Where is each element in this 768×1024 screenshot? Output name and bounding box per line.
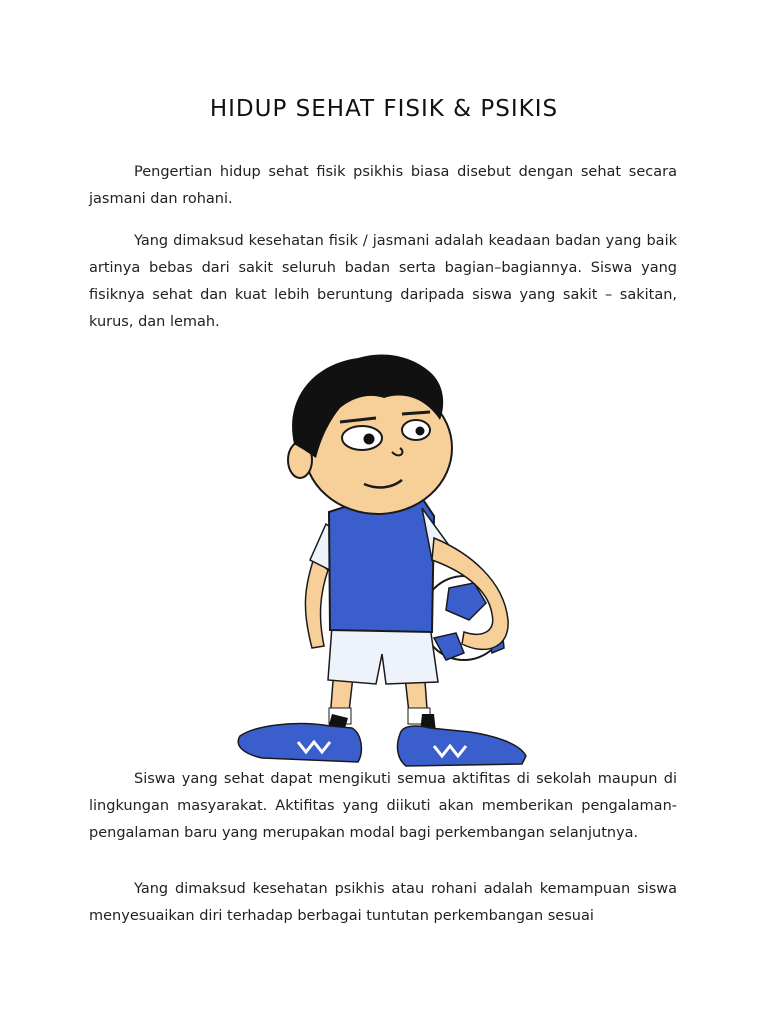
shorts (328, 626, 438, 684)
eye-left (342, 426, 382, 450)
paragraph-4: Yang dimaksud kesehatan psikhis atau rohani adalah kemampuan siswa menyesuaikan diri terhadap berbagai tuntutan perkembangan sesuai (89, 881, 677, 924)
left-arm (305, 558, 328, 648)
jersey (329, 498, 434, 632)
soccer-boy-illustration (234, 348, 534, 772)
paragraph-3: Siswa yang sehat dapat mengikuti semua aktifitas di sekolah maupun di lingkungan masyarakat. Aktifitas yang diikuti akan memberikan pengalaman- pengalaman baru yang merupakan modal bagi perkembangan selanjutnya. (89, 771, 677, 841)
left-boot (238, 714, 361, 762)
page-title: HIDUP SEHAT FISIK & PSIKIS (209, 96, 559, 122)
paragraph-2: Yang dimaksud kesehatan fisik / jasmani adalah keadaan badan yang baik artinya bebas dari sakit seluruh badan serta bagian–bagiannya. Siswa yang fisiknya sehat dan kuat lebih beruntung daripada siswa yang sakit – sakitan, kurus, dan lemah. (89, 233, 677, 330)
head (288, 354, 452, 514)
paragraph-1: Pengertian hidup sehat fisik psikhis biasa disebut dengan sehat secara jasmani dan rohani. (89, 164, 677, 207)
